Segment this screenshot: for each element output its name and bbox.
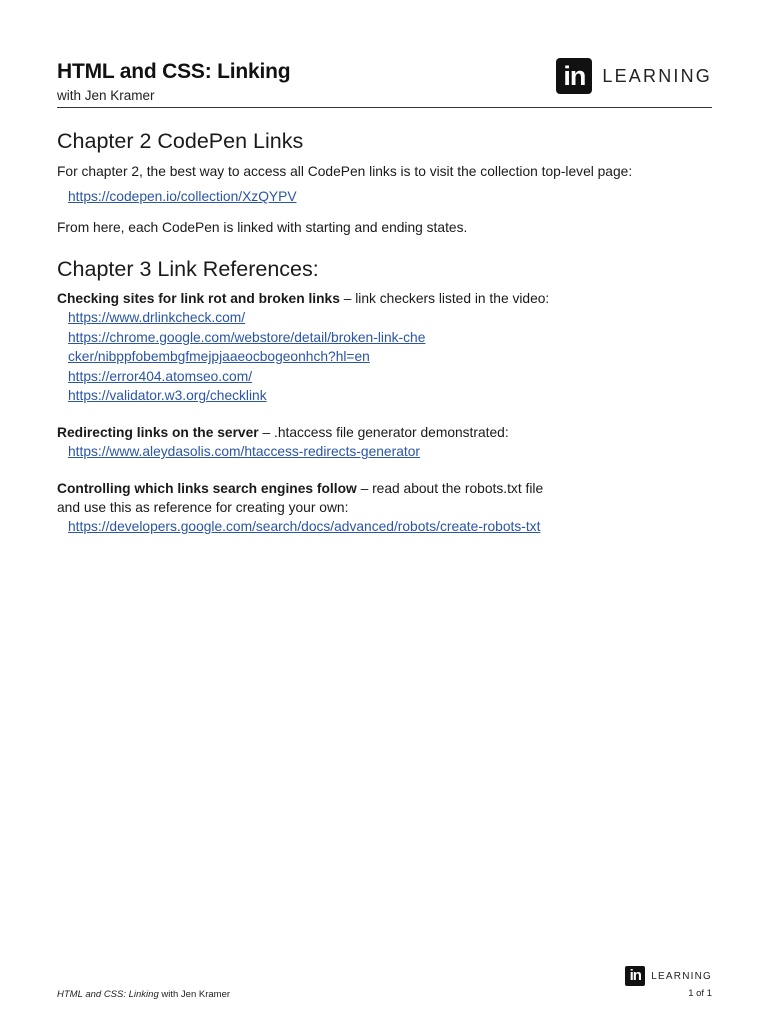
document-page bbox=[57, 0, 712, 1024]
brand-text: LEARNING bbox=[602, 65, 712, 86]
link-drlinkcheck[interactable]: https://www.drlinkcheck.com/ bbox=[68, 310, 246, 325]
section-redirects bbox=[57, 423, 509, 443]
section-link-rot bbox=[57, 289, 549, 309]
linkedin-in-icon: in bbox=[556, 58, 592, 94]
section-robots bbox=[57, 479, 543, 499]
document-title: HTML and CSS: Linking bbox=[57, 60, 291, 83]
footer-course-credit bbox=[57, 989, 230, 1000]
footer-brand-text: LEARNING bbox=[651, 970, 712, 982]
chapter3-heading: Chapter 3 Link References: bbox=[57, 257, 319, 281]
section-link-rot-desc: – link checkers listed in the video: bbox=[339, 291, 550, 306]
footer-course-title: HTML and CSS: Linking bbox=[57, 989, 159, 1000]
section-robots-title: Controlling which links search engines follow bbox=[57, 481, 357, 496]
link-checker-list bbox=[68, 308, 518, 406]
codepen-collection-link[interactable]: https://codepen.io/collection/XzQYPV bbox=[68, 189, 297, 204]
link-htaccess-generator[interactable]: https://www.aleydasolis.com/htaccess-redirects-generator bbox=[68, 444, 420, 459]
document-author: with Jen Kramer bbox=[57, 88, 155, 103]
link-w3-checklink[interactable]: https://validator.w3.org/checklink bbox=[68, 388, 267, 403]
chapter2-intro: For chapter 2, the best way to access all CodePen links is to visit the collection top-level page: bbox=[57, 164, 633, 179]
section-robots-desc: – read about the robots.txt file bbox=[356, 481, 544, 496]
section-robots-desc-line2: and use this as reference for creating your own: bbox=[57, 500, 349, 515]
chapter2-heading: Chapter 2 CodePen Links bbox=[57, 129, 304, 153]
link-google-robots-txt[interactable]: https://developers.google.com/search/docs/advanced/robots/create-robots-txt bbox=[68, 519, 541, 534]
section-redirects-desc: – .htaccess file generator demonstrated: bbox=[258, 425, 509, 440]
section-link-rot-title: Checking sites for link rot and broken links bbox=[57, 291, 340, 306]
header-divider bbox=[57, 107, 712, 108]
section-redirects-title: Redirecting links on the server bbox=[57, 425, 259, 440]
chapter2-note: From here, each CodePen is linked with starting and ending states. bbox=[57, 220, 468, 235]
footer-linkedin-learning-logo bbox=[625, 966, 712, 986]
footer-linkedin-in-icon: in bbox=[625, 966, 645, 986]
page-number: 1 of 1 bbox=[688, 988, 712, 999]
link-chrome-broken-link-checker[interactable]: https://chrome.google.com/webstore/detail/broken-link-checker/nibppfobembgfmejpjaaeocbogeonhch?hl=en bbox=[68, 329, 426, 364]
linkedin-learning-logo bbox=[556, 58, 712, 94]
footer-author: with Jen Kramer bbox=[158, 989, 231, 1000]
document-header bbox=[57, 58, 712, 108]
link-error404-atomseo[interactable]: https://error404.atomseo.com/ bbox=[68, 368, 253, 384]
